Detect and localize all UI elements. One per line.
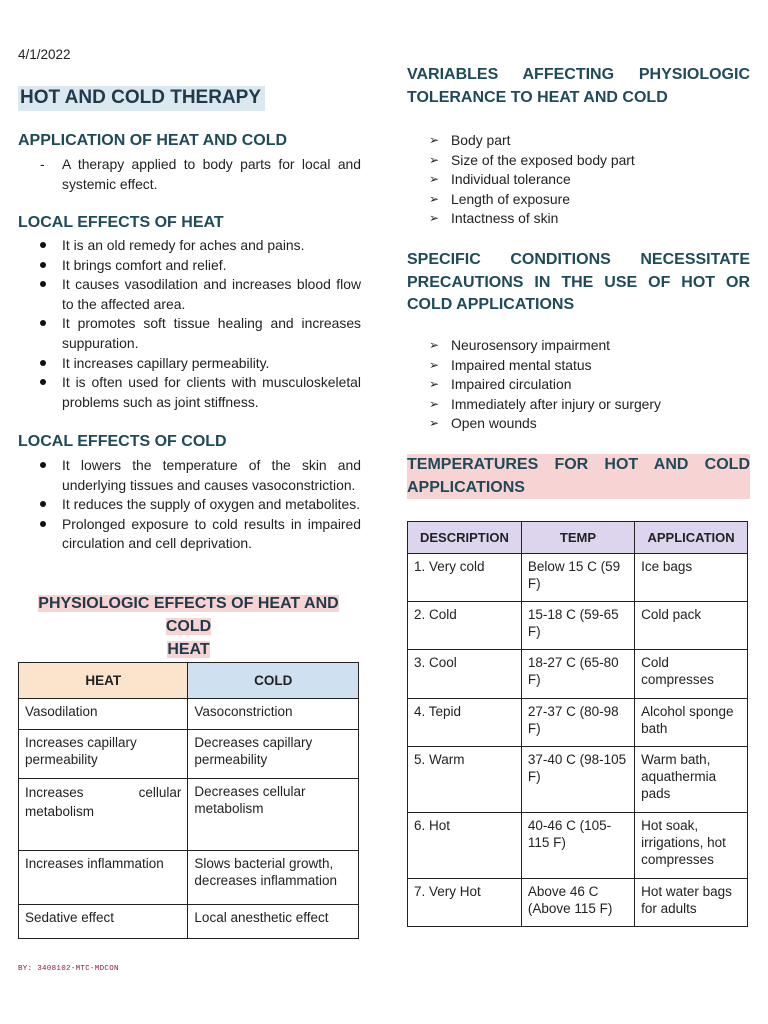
arrowhead-icon: ➢ [429,396,440,411]
column-header-application: APPLICATION [635,522,748,554]
table-cell: Hot water bags for adults [635,879,748,927]
list-item: ➢ Impaired mental status [407,356,750,376]
table-cell: 3. Cool [408,650,522,699]
column-header-temp: TEMP [521,522,634,554]
table-row [19,730,359,779]
table-cell: Vasodilation [19,699,188,730]
table-cell: Cold compresses [635,650,748,699]
list-item: ➢ Neurosensory impairment [407,336,750,356]
table-cell: 4. Tepid [408,699,522,747]
table-row [19,851,359,905]
list-item: It lowers the temperature of the skin and underlying tissues and causes vasoconstriction. [18,456,361,495]
table-cell: Increases cellular metabolism [19,779,188,851]
table-row [408,602,748,650]
arrowhead-icon: ➢ [429,338,440,352]
arrowhead-icon: ➢ [429,152,440,167]
local-heat-heading: LOCAL EFFECTS OF HEAT [18,214,224,231]
table-cell: Above 46 C (Above 115 F) [521,879,634,927]
list-item: It brings comfort and relief. [18,256,361,276]
table-row [19,905,359,939]
local-cold-list [18,456,361,554]
list-item: ➢ Length of exposure [407,190,750,210]
dash-marker: - [40,156,45,172]
bullet-icon [40,521,46,527]
table-cell: Vasoconstriction [188,699,359,730]
table-cell: 5. Warm [408,747,522,813]
application-text [18,155,361,194]
table-cell: Sedative effect [19,905,188,939]
bullet-icon [40,320,46,326]
arrowhead-icon: ➢ [429,191,440,206]
table-header-row [408,522,748,554]
table-cell: Increases inflammation [19,851,188,905]
document-date: 4/1/2022 [18,47,71,62]
list-item: ➢ Individual tolerance [407,170,750,190]
table-cell: Increases capillary permeability [19,730,188,779]
table-row [408,554,748,602]
conditions-list [407,336,750,434]
table-cell: 27-37 C (80-98 F) [521,699,634,747]
list-item: It promotes soft tissue healing and increases suppuration. [18,314,361,353]
table-cell: 15-18 C (59-65 F) [521,602,634,650]
arrowhead-icon: ➢ [429,133,440,147]
table-cell: Decreases cellular metabolism [188,779,359,851]
author-footer: BY: 3408102-MTC-MDCON [18,965,119,973]
arrowhead-icon: ➢ [429,357,440,372]
list-item: ➢ Intactness of skin [407,209,750,229]
table-cell: 6. Hot [408,813,522,879]
table-row [19,699,359,730]
table-header-row [19,663,359,699]
arrowhead-icon: ➢ [429,172,440,187]
table-row [408,813,748,879]
application-text-content: A therapy applied to body parts for local and systemic effect. [62,156,361,192]
table-cell: Local anesthetic effect [188,905,359,939]
table-cell: Ice bags [635,554,748,602]
list-item: It is often used for clients with musculoskeletal problems such as joint stiffness. [18,373,361,412]
bullet-icon [40,501,46,507]
bullet-icon [40,242,46,248]
list-item: ➢ Size of the exposed body part [407,151,750,171]
variables-list [407,131,750,229]
column-header-cold: COLD [188,663,359,699]
table-cell: 1. Very cold [408,554,522,602]
physiologic-effects-table [18,662,359,939]
table-cell: 40-46 C (105-115 F) [521,813,634,879]
physiologic-effects-title: PHYSIOLOGIC EFFECTS OF HEAT AND COLD HEAT [38,595,339,658]
table-cell: 2. Cold [408,602,522,650]
table-row [408,879,748,927]
list-item: It causes vasodilation and increases blood flow to the affected area. [18,275,361,314]
table-row [408,747,748,813]
table-cell: Hot soak, irrigations, hot compresses [635,813,748,879]
list-item: ➢ Impaired circulation [407,375,750,395]
list-item: It is an old remedy for aches and pains. [18,236,361,256]
column-header-heat: HEAT [19,663,188,699]
list-item: ➢ Immediately after injury or surgery [407,395,750,415]
table-row [408,650,748,699]
list-item: It increases capillary permeability. [18,354,361,374]
column-header-description: DESCRIPTION [408,522,522,554]
conditions-heading: SPECIFIC CONDITIONS NECESSITATE PRECAUTIONS IN THE USE OF HOT OR COLD APPLICATIONS [407,251,750,313]
bullet-icon [40,379,46,385]
table-cell: Slows bacterial growth, decreases inflammation [188,851,359,905]
table-cell: Alcohol sponge bath [635,699,748,747]
table-cell: Cold pack [635,602,748,650]
bullet-icon [40,462,46,468]
bullet-icon [40,360,46,366]
arrowhead-icon: ➢ [429,211,440,226]
page-title: HOT AND COLD THERAPY [18,86,265,111]
table-cell: Decreases capillary permeability [188,730,359,779]
list-item: It reduces the supply of oxygen and metabolites. [18,495,361,515]
variables-heading: VARIABLES AFFECTING PHYSIOLOGIC TOLERANCE TO HEAT AND COLD [407,66,750,106]
bullet-icon [40,281,46,287]
application-heading: APPLICATION OF HEAT AND COLD [18,132,288,149]
arrowhead-icon: ➢ [429,377,440,392]
local-cold-heading: LOCAL EFFECTS OF COLD [18,433,227,450]
list-item: Prolonged exposure to cold results in impaired circulation and cell deprivation. [18,515,361,554]
table-cell: 37-40 C (98-105 F) [521,747,634,813]
temperatures-heading: TEMPERATURES FOR HOT AND COLD APPLICATIONS [407,454,750,499]
table-cell: 18-27 C (65-80 F) [521,650,634,699]
table-cell: 7. Very Hot [408,879,522,927]
table-row [408,699,748,747]
bullet-icon [40,262,46,268]
temperatures-table [407,521,748,927]
table-row [19,779,359,851]
table-cell: Warm bath, aquathermia pads [635,747,748,813]
list-item: ➢ Open wounds [407,414,750,434]
list-item: ➢ Body part [407,131,750,151]
arrowhead-icon: ➢ [429,416,440,431]
table-cell: Below 15 C (59 F) [521,554,634,602]
local-heat-list [18,236,361,412]
